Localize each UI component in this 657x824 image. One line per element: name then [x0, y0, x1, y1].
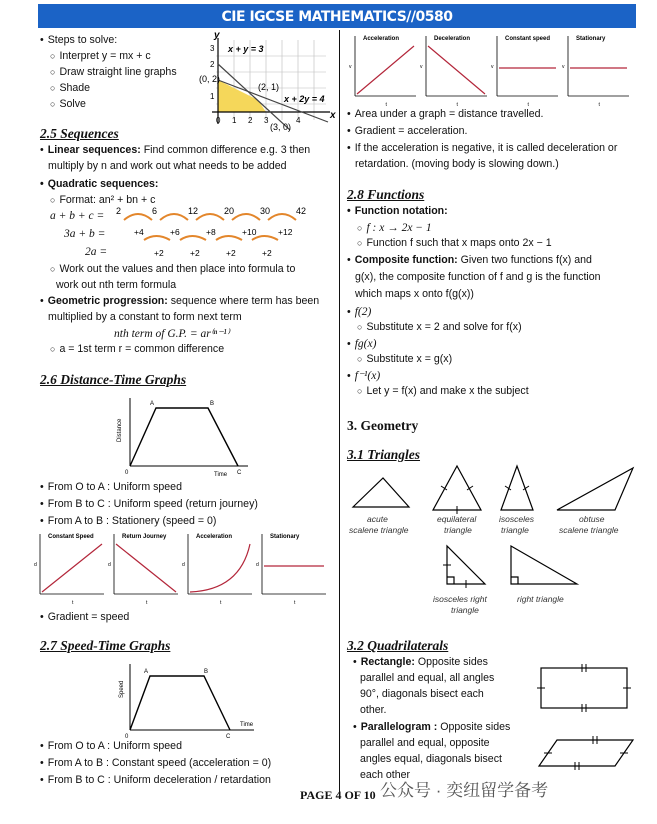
workout-line-2: work out nth term formula	[56, 279, 177, 291]
page-header-title: CIE IGCSE MATHEMATICS//0580	[221, 9, 453, 25]
step-item: ○ Shade	[50, 81, 90, 96]
function-map: ○ f : x → 2x − 1	[357, 220, 432, 237]
triangle-label: triangle	[501, 525, 529, 535]
finv-sub: ○ Let y = f(x) and make x the subject	[357, 384, 529, 399]
tick-label: 3	[210, 44, 215, 53]
triangle-label: isosceles right	[433, 594, 487, 604]
mini-axis-label: d	[108, 562, 111, 568]
triangle-label: scalene triangle	[349, 525, 409, 535]
geometric-line-2: multiplied by a constant to form next term	[48, 311, 242, 323]
quadratic-format: ○ Format: an² + bn + c	[50, 193, 155, 208]
mini-graph-line	[357, 46, 414, 94]
point-label: 0	[125, 470, 129, 476]
first-difference: +8	[206, 227, 216, 237]
geometry-heading: 3. Geometry	[347, 418, 419, 433]
mini-graph-title: Stationary	[576, 36, 606, 42]
difference-arc	[124, 214, 152, 220]
axis-label: Distance	[117, 418, 123, 442]
mini-axis-label: t	[527, 102, 529, 108]
mini-graph-title: Stationary	[270, 534, 300, 540]
axis-label: Time	[240, 722, 254, 728]
st-note: retardation. (moving body is slowing down.)	[355, 158, 559, 170]
triangle-label: scalene triangle	[559, 525, 619, 535]
second-difference: +2	[262, 248, 272, 258]
parallelogram-line: parallel and equal, opposite	[360, 737, 490, 749]
difference-arc	[216, 236, 242, 240]
fg-item: • fg(x)	[347, 336, 376, 353]
watermark: 公众号 · 奕纽留学备考	[380, 781, 549, 800]
parallelogram-line: • Parallelogram : Opposite sides	[353, 720, 510, 735]
gradient-note: • Gradient = speed	[40, 610, 129, 625]
speed-time-graph	[116, 660, 266, 740]
speed-time-mini-graphs	[347, 32, 639, 108]
mini-axis-label: t	[220, 600, 222, 606]
section-heading: 3.1 Triangles	[347, 447, 421, 462]
step-item: ○ Interpret y = mx + c	[50, 49, 151, 64]
graph-x-label: x	[330, 110, 336, 121]
triangle-label: triangle	[444, 525, 472, 535]
section-heading: 3.2 Quadrilaterals	[347, 638, 449, 653]
mini-axis-label: d	[34, 562, 37, 568]
mini-graph-line	[428, 46, 485, 94]
geometric-note: ○ a = 1st term r = common difference	[50, 342, 224, 357]
st-note: • Gradient = acceleration.	[347, 124, 468, 139]
st-bullet: • From B to C : Uniform deceleration / retardation	[40, 773, 271, 788]
equation-c: 2a =	[85, 246, 108, 258]
second-difference: +2	[190, 248, 200, 258]
rectangle-line: • Rectangle: Opposite sides	[353, 655, 488, 670]
function-desc: ○ Function f such that x maps onto 2x − 1	[357, 236, 552, 251]
isosceles-triangle	[501, 466, 533, 510]
triangle-label: triangle	[451, 605, 479, 615]
speed-time-line	[130, 676, 230, 730]
rectangle-line: other.	[360, 704, 387, 716]
point-label: (2, 1)	[258, 82, 280, 92]
sequence-difference-diagram	[114, 204, 334, 266]
mini-axis-label: t	[598, 102, 600, 108]
point-label: 0	[125, 734, 129, 740]
st-bullet: • From A to B : Constant speed (acceleration = 0)	[40, 756, 271, 771]
acute-scalene-triangle	[353, 478, 409, 507]
finv-item: • f⁻¹(x)	[347, 368, 380, 385]
st-note: • If the acceleration is negative, it is called deceleration or	[347, 141, 617, 156]
svg-text:acute scalene triangle	[349, 514, 621, 615]
function-notation-label: • Function notation:	[347, 204, 448, 219]
distance-time-line	[130, 408, 238, 466]
first-difference: +6	[170, 227, 180, 237]
mini-axis-label: t	[385, 102, 387, 108]
difference-arc	[268, 214, 296, 220]
section-heading: 2.8 Functions	[347, 187, 425, 202]
sequence-term: 6	[152, 206, 158, 216]
triangle-label: equilateral	[437, 514, 477, 524]
tick-label: 0	[216, 116, 221, 125]
mini-graph-title: Constant Speed	[48, 534, 94, 540]
axis-label: Time	[214, 472, 228, 478]
mini-axis-label: t	[294, 600, 296, 606]
mini-axis-label: v	[420, 64, 423, 70]
st-bullet: • From O to A : Uniform speed	[40, 739, 182, 754]
point-label: A	[144, 669, 149, 675]
mini-graph-title: Constant speed	[505, 36, 551, 42]
right-triangle	[511, 546, 577, 584]
equilateral-triangle	[433, 466, 481, 510]
sequence-term: 30	[260, 206, 271, 216]
composite-line: • Composite function: Given two functions f(x) and	[347, 253, 592, 268]
tick-label: 2	[248, 116, 253, 125]
header-bar	[38, 4, 636, 28]
mini-graph-title: Acceleration	[196, 534, 233, 540]
graph-y-label: y	[214, 30, 220, 41]
triangle-label: right triangle	[517, 594, 564, 604]
point-label: A	[150, 401, 155, 407]
difference-arc	[180, 236, 206, 240]
point-label: B	[210, 401, 215, 407]
rectangle-shape	[541, 668, 627, 708]
mini-graph-title: Acceleration	[363, 36, 400, 42]
difference-arc	[232, 214, 260, 220]
page-number: PAGE 4 OF 10	[300, 788, 376, 802]
first-difference: +4	[134, 227, 144, 237]
mini-graph-title: Deceleration	[434, 36, 471, 42]
st-note: • Area under a graph = distance travelled.	[347, 107, 543, 122]
mini-axis-label: v	[491, 64, 494, 70]
linear-sequences-line: • Linear sequences: Find common difference e.g. 3 then	[40, 143, 310, 158]
section-heading: 2.6 Distance-Time Graphs	[40, 372, 187, 387]
linear-programming-graph	[198, 30, 338, 134]
dt-bullet: • From O to A : Uniform speed	[40, 480, 182, 495]
mini-axis-label: t	[456, 102, 458, 108]
obtuse-scalene-triangle	[557, 468, 633, 510]
equation-label: x + 2y = 4	[284, 94, 325, 104]
difference-arc	[144, 236, 170, 240]
steps-title: • Steps to solve:	[40, 33, 117, 48]
sequence-term: 12	[188, 206, 199, 216]
mini-graph-title: Return Journey	[122, 534, 167, 540]
step-item: ○ Draw straight line graphs	[50, 65, 177, 80]
mini-axis-label: d	[182, 562, 185, 568]
equation-b: 3a + b =	[64, 228, 106, 240]
section-heading: 2.5 Sequences	[40, 126, 119, 141]
composite-line-2: g(x), the composite function of f and g is the function	[355, 271, 601, 283]
mini-axis-label: t	[146, 600, 148, 606]
distance-time-graph	[116, 394, 256, 478]
quadrilaterals-figure	[533, 662, 637, 782]
triangle-label: isosceles	[499, 514, 534, 524]
difference-arc	[196, 214, 224, 220]
parallelogram-line: each other	[360, 769, 411, 781]
tick-label: 3	[264, 116, 269, 125]
isosceles-right-triangle	[447, 546, 485, 584]
axis-label: Speed	[119, 680, 125, 698]
mini-axis-label: d	[256, 562, 259, 568]
dt-bullet: • From A to B : Stationery (speed = 0)	[40, 514, 216, 529]
sequence-term: 20	[224, 206, 235, 216]
geometric-line: • Geometric progression: sequence where term has been	[40, 294, 319, 309]
rectangle-line: parallel and equal, all angles	[360, 672, 495, 684]
mini-axis-label: v	[562, 64, 565, 70]
mini-graph-line	[190, 544, 250, 592]
step-item: ○ Solve	[50, 97, 86, 112]
difference-arc	[160, 214, 188, 220]
point-label: B	[204, 669, 209, 675]
dt-bullet: • From B to C : Uniform speed (return journey)	[40, 497, 258, 512]
fg-sub: ○ Substitute x = g(x)	[357, 352, 452, 367]
section-heading: 2.7 Speed-Time Graphs	[40, 638, 171, 653]
tick-label: 1	[232, 116, 237, 125]
workout-line: ○ Work out the values and then place into formula to	[50, 262, 295, 277]
triangle-label: obtuse	[579, 514, 605, 524]
linear-sequences-line-2: multiply by n and work out what needs to be added	[48, 160, 287, 172]
sequence-term: 42	[296, 206, 307, 216]
tick-label: 2	[210, 60, 215, 69]
f2-sub: ○ Substitute x = 2 and solve for f(x)	[357, 320, 522, 335]
column-divider	[339, 30, 340, 798]
second-difference: +2	[226, 248, 236, 258]
tick-label: 4	[296, 116, 301, 125]
point-label: C	[237, 470, 242, 476]
composite-line-3: which maps x onto f(g(x))	[355, 288, 474, 300]
mini-graph-line	[42, 544, 102, 592]
triangles-figure	[347, 462, 639, 622]
point-label: (0, 2)	[199, 74, 221, 84]
second-difference: +2	[154, 248, 164, 258]
first-difference: +12	[278, 227, 293, 237]
geometric-formula: nth term of G.P. = ar⁽ⁿ⁻¹⁾	[114, 328, 230, 340]
triangle-label: acute	[367, 514, 388, 524]
rectangle-line: 90°, diagonals bisect each	[360, 688, 484, 700]
mini-graph-line	[116, 544, 176, 592]
first-difference: +10	[242, 227, 257, 237]
mini-axis-label: t	[72, 600, 74, 606]
sequence-term: 2	[116, 206, 122, 216]
distance-time-mini-graphs	[32, 530, 332, 606]
f2-item: • f(2)	[347, 304, 371, 321]
point-label: C	[226, 734, 231, 740]
equation-label: x + y = 3	[228, 44, 264, 54]
parallelogram-line: angles equal, diagonals bisect	[360, 753, 502, 765]
tick-label: 1	[210, 92, 215, 101]
quadratic-label: • Quadratic sequences:	[40, 177, 158, 192]
mini-axis-label: v	[349, 64, 352, 70]
equation-a: a + b + c =	[50, 210, 105, 222]
point-label: (3, 0)	[270, 122, 292, 132]
parallelogram-shape	[539, 740, 633, 766]
